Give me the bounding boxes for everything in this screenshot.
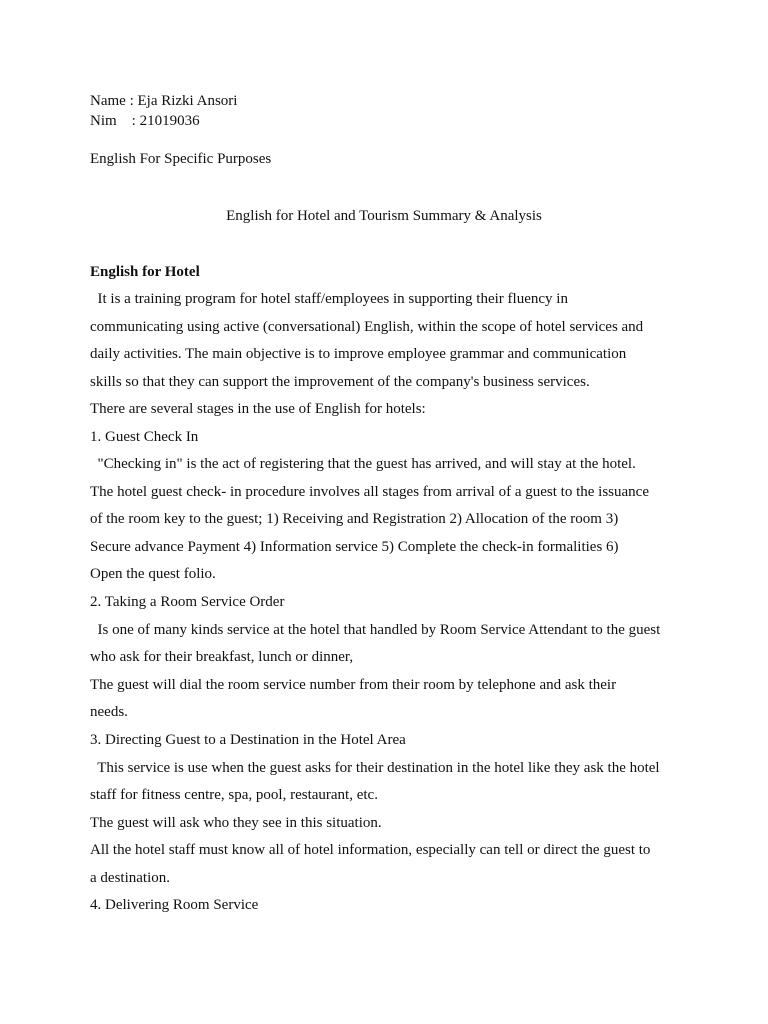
list-heading: 3. Directing Guest to a Destination in the Hotel Area <box>90 732 406 748</box>
body-line: of the room key to the guest; 1) Receiving and Registration 2) Allocation of the room 3) <box>90 511 619 527</box>
body-line: needs. <box>90 704 128 720</box>
body-line: a destination. <box>90 870 170 886</box>
body-line: The guest will dial the room service number from their room by telephone and ask their <box>90 677 617 693</box>
body-line: skills so that they can support the improvement of the company's business services. <box>90 374 590 390</box>
body-line: communicating using active (conversational) English, within the scope of hotel services and <box>90 319 644 335</box>
student-nim: Nim : 21019036 <box>90 113 200 129</box>
list-heading: 4. Delivering Room Service <box>90 897 259 913</box>
body-line: "Checking in" is the act of registering that the guest has arrived, and will stay at the hotel. <box>90 456 636 472</box>
body-line: Secure advance Payment 4) Information service 5) Complete the check-in formalities 6) <box>90 539 619 555</box>
course-title: English For Specific Purposes <box>90 151 272 167</box>
body-line: staff for fitness centre, spa, pool, restaurant, etc. <box>90 787 378 803</box>
body-line: The hotel guest check- in procedure involves all stages from arrival of a guest to the issuance <box>90 484 649 500</box>
body-line: daily activities. The main objective is to improve employee grammar and communication <box>90 346 627 362</box>
list-heading: 1. Guest Check In <box>90 429 199 445</box>
body-line: Open the quest folio. <box>90 566 216 582</box>
body-line: There are several stages in the use of English for hotels: <box>90 401 426 417</box>
body-line: This service is use when the guest asks for their destination in the hotel like they ask the hotel <box>90 760 660 776</box>
student-name: Name : Eja Rizki Ansori <box>90 93 238 109</box>
body-line: The guest will ask who they see in this situation. <box>90 815 382 831</box>
list-heading: 2. Taking a Room Service Order <box>90 594 285 610</box>
body-line: All the hotel staff must know all of hotel information, especially can tell or direct the guest to <box>90 842 651 858</box>
body-line: Is one of many kinds service at the hotel that handled by Room Service Attendant to the guest <box>90 622 661 638</box>
section-heading: English for Hotel <box>90 264 200 280</box>
body-line: It is a training program for hotel staff/employees in supporting their fluency in <box>90 291 568 307</box>
body-line: who ask for their breakfast, lunch or dinner, <box>90 649 354 665</box>
document-title: English for Hotel and Tourism Summary & Analysis <box>226 208 542 224</box>
